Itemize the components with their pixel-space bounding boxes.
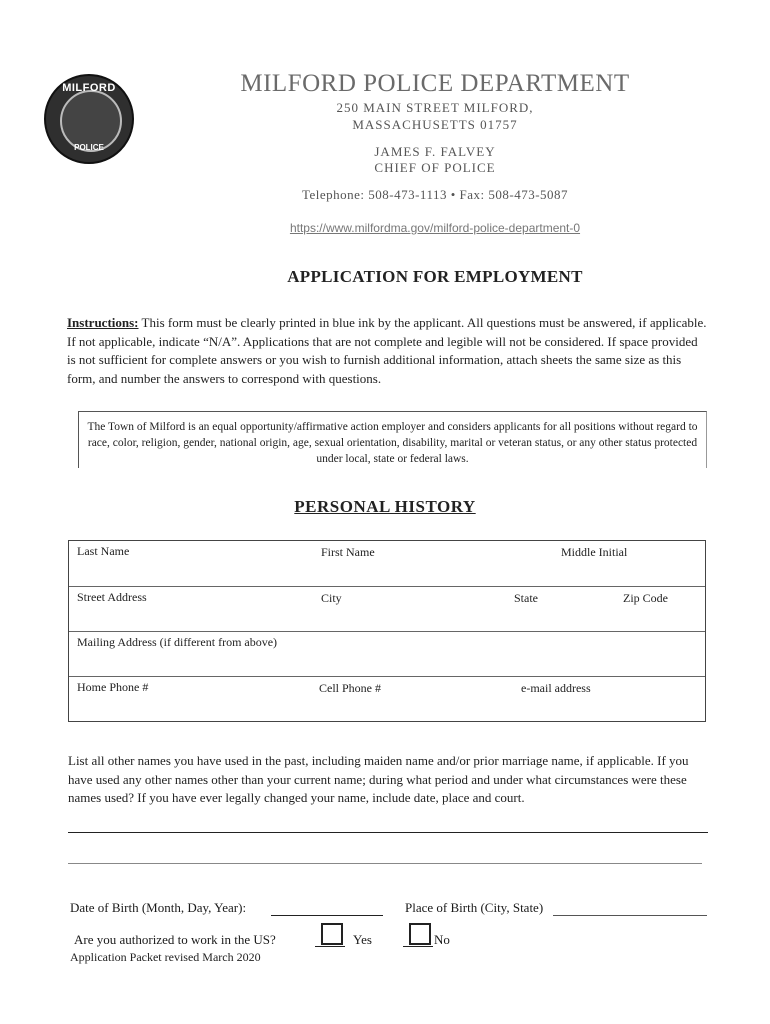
instructions-text: This form must be clearly printed in blue ink by the applicant. All questions must be answered, if applicable. If not applicable, indicate “N/A”. Applications that are not complete and legible will not be considered. If space provided is not sufficient for complete answers or you wish to furnish additional information, attach sheets the same size as this form, and number the answers to correspond with questions. [67,315,707,386]
address-line-1: 250 MAIN STREET MILFORD, [336,100,534,115]
zip-code-field[interactable]: Zip Code [623,591,668,605]
department-name: MILFORD POLICE DEPARTMENT [240,70,630,97]
row-divider [69,676,705,677]
last-name-field[interactable]: Last Name [77,544,130,558]
work-authorization-question: Are you authorized to work in the US? [74,932,276,947]
personal-history-title: PERSONAL HISTORY [294,497,476,516]
middle-initial-field[interactable]: Middle Initial [561,545,628,559]
yes-checkbox[interactable] [321,923,343,945]
revision-footer: Application Packet revised March 2020 [70,950,261,964]
no-checkbox[interactable] [409,923,431,945]
yes-label: Yes [353,932,372,947]
home-phone-field[interactable]: Home Phone # [77,680,149,694]
chief-title: CHIEF OF POLICE [374,160,496,175]
no-underline [403,946,433,947]
date-of-birth-label: Date of Birth (Month, Day, Year): [70,900,247,915]
instructions-paragraph [67,314,707,388]
city-field[interactable]: City [321,591,342,605]
place-of-birth-line[interactable] [553,915,707,916]
form-title: APPLICATION FOR EMPLOYMENT [287,267,583,286]
chief-name: JAMES F. FALVEY [374,144,496,159]
other-names-question: List all other names you have used in the past, including maiden name and/or prior marriage name, if applicable. If you have used any other names other than your current name; during what period and under what circumstances were these names used? If you have ever legally changed your name, include date, place and court. [68,753,689,805]
address-line-2: MASSACHUSETTS 01757 [352,117,518,132]
equal-opportunity-box [78,411,707,468]
date-of-birth-line[interactable] [271,915,383,916]
cell-phone-field[interactable]: Cell Phone # [319,681,381,695]
mailing-address-field[interactable]: Mailing Address (if different from above) [77,635,278,649]
street-address-field[interactable]: Street Address [77,590,147,604]
answer-line-1[interactable] [68,832,708,833]
row-divider [69,586,705,587]
instructions-label: Instructions: [67,315,139,330]
seal-bottom-text: POLICE [74,143,104,152]
equal-opportunity-statement: The Town of Milford is an equal opportunity/affirmative action employer and considers applicants for all positions without regard to race, color, religion, gender, national origin, age, sexual orientation, disability, marital or veteran status, or any other status protected under local, state or federal laws. [87,421,698,465]
police-seal-logo [44,74,134,164]
no-label: No [434,932,450,947]
place-of-birth-label: Place of Birth (City, State) [405,900,544,915]
personal-history-table [68,540,706,722]
seal-top-text: MILFORD [62,82,116,94]
email-field[interactable]: e-mail address [521,681,591,695]
yes-underline [315,946,345,947]
first-name-field[interactable]: First Name [321,545,375,559]
state-field[interactable]: State [514,591,538,605]
row-divider [69,631,705,632]
department-url-link[interactable]: https://www.milfordma.gov/milford-police-department-0 [289,221,581,235]
answer-line-2[interactable] [68,863,702,864]
contact-info: Telephone: 508-473-1113 • Fax: 508-473-5087 [301,187,569,202]
